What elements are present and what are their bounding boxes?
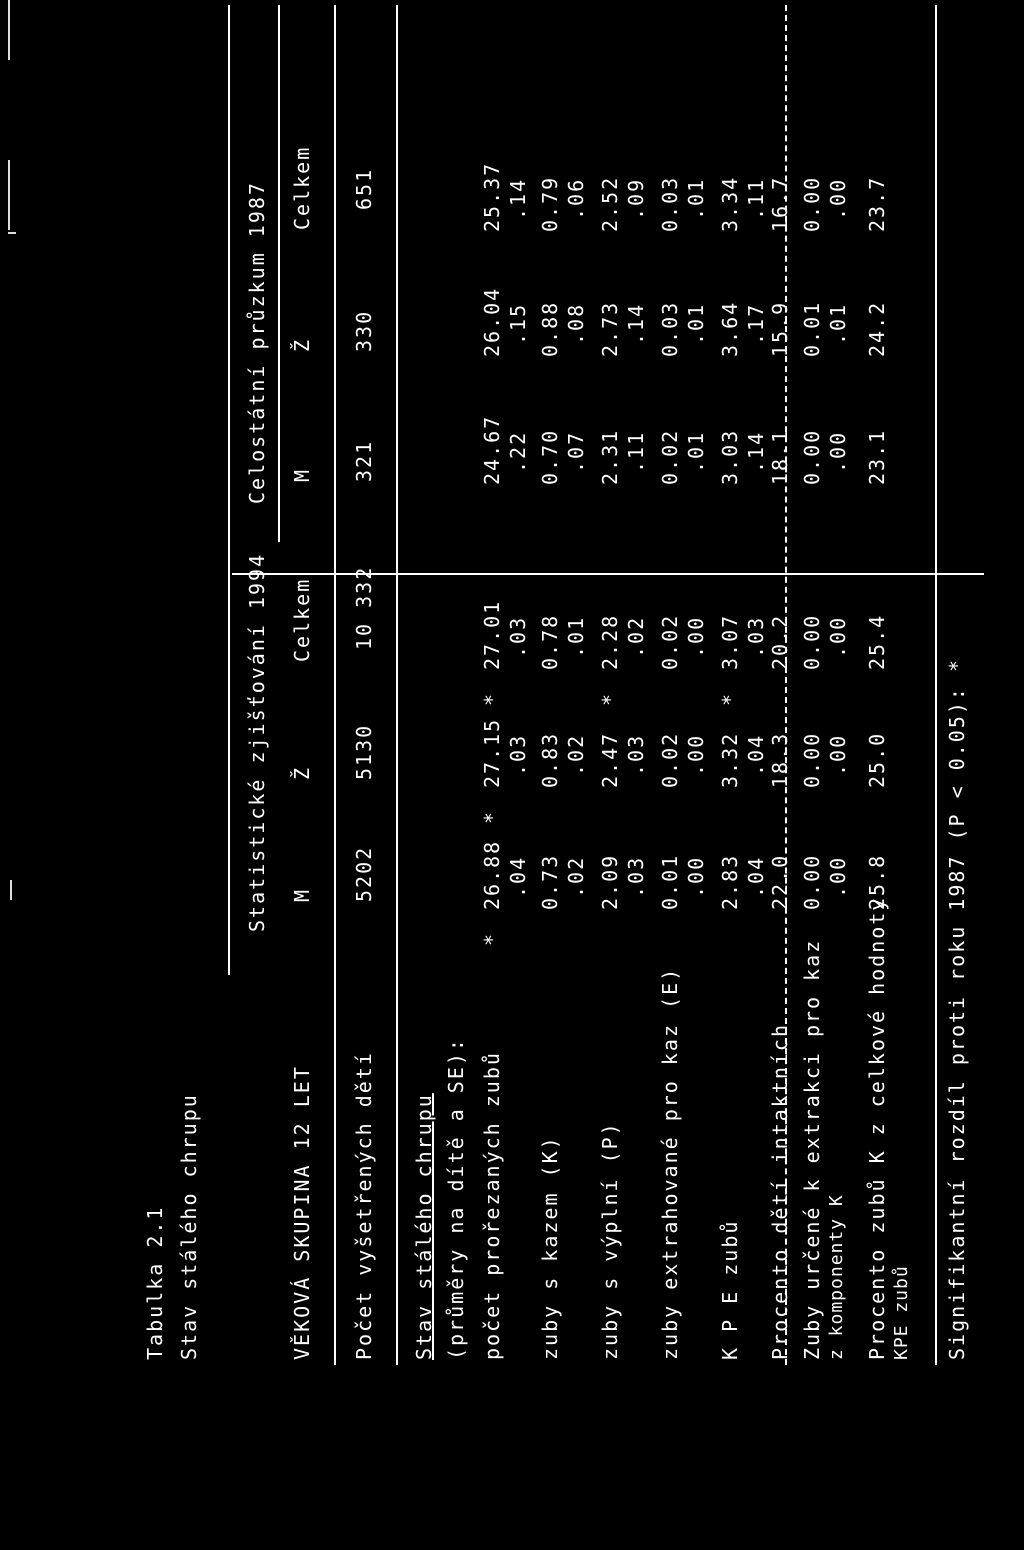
cell-value: 16.7 [768,175,792,232]
row-label: zuby s výplní (P) [598,1121,622,1360]
col-Z-1987: Ž [290,337,314,352]
significance-mark: * [480,691,504,706]
cell-value: 0.03 [658,175,682,232]
cell-value: 0.02 [658,731,682,788]
cell-se: .03 [744,615,768,658]
col-celkem-1994: Celkem [290,577,314,662]
cell-se: .11 [624,430,648,473]
header-rule [278,5,280,542]
cell-value: 2.52 [598,175,622,232]
cell-se: .01 [684,302,708,345]
row-label-line2: z komponenty K [826,1194,847,1360]
group-header-1987: Celostátní průzkum 1987 [245,181,269,504]
row-label: K P E zubů [718,1219,742,1360]
cell-se: .01 [684,177,708,220]
cell-value: 3.34 [718,175,742,232]
cell-se: .11 [744,177,768,220]
cell-se: .00 [826,733,850,776]
cell-value: 15.9 [768,300,792,357]
cell-se: .07 [564,430,588,473]
cell-value: 3.07 [718,613,742,670]
cell-se: .06 [564,177,588,220]
cell-value: 0.02 [658,428,682,485]
cell-value: 0.73 [538,853,562,910]
significance-mark: * [598,691,622,706]
row-label-line2: KPE zubů [891,1265,912,1360]
cell-se: .02 [564,855,588,898]
cell-value: 3.64 [718,300,742,357]
cell-se: .09 [624,177,648,220]
cell-value: 0.70 [538,428,562,485]
col-Z-1994: Ž [290,765,314,780]
row-label: Zuby určené k extrakci pro kaz [800,938,824,1360]
cell-value: 2.28 [598,613,622,670]
cell-value: 0.00 [800,175,824,232]
count-M-1994: 5202 [352,845,376,902]
cell-se: .08 [564,302,588,345]
footnote: Signifikantní rozdíl proti roku 1987 (P < 0.05): * [945,657,969,1360]
cell-value: 2.09 [598,853,622,910]
cell-value: 2.83 [718,853,742,910]
cell-se: .02 [564,733,588,776]
footer-rule [935,5,937,1365]
cell-value: 27.01 [480,599,504,670]
cell-value: 3.03 [718,428,742,485]
cell-value: 25.4 [865,613,889,670]
significance-mark: * [480,809,504,824]
cell-se: .03 [624,855,648,898]
cell-se: .00 [826,615,850,658]
cell-se: .03 [624,733,648,776]
cell-se: .14 [744,430,768,473]
cell-value: 18.1 [768,428,792,485]
cell-value: 25.37 [480,161,504,232]
cell-se: .14 [506,177,530,220]
cell-se: .15 [506,302,530,345]
count-celkem-1987: 651 [352,167,376,210]
cell-se: .01 [564,615,588,658]
cell-se: .00 [826,177,850,220]
count-label: Počet vyšetřených dětí [352,1051,376,1360]
cell-value: 22.0 [768,853,792,910]
cell-value: 25.8 [865,853,889,910]
cell-se: .04 [506,855,530,898]
header-rule [228,5,230,975]
cell-value: 0.79 [538,175,562,232]
cell-se: .00 [684,733,708,776]
cell-value: 0.02 [658,613,682,670]
cell-se: .04 [744,733,768,776]
section-subtitle: (průměry na dítě a SE): [444,1037,468,1360]
cell-value: 23.7 [865,175,889,232]
cell-value: 0.00 [800,613,824,670]
cell-se: .02 [624,615,648,658]
cell-value: 2.47 [598,731,622,788]
col-M-1987: M [290,467,314,482]
cell-value: 3.32 [718,731,742,788]
cell-se: .03 [506,733,530,776]
cell-value: 26.04 [480,286,504,357]
cell-value: 0.83 [538,731,562,788]
count-M-1987: 321 [352,439,376,482]
count-Z-1987: 330 [352,309,376,352]
cell-se: .03 [506,615,530,658]
cell-se: .00 [826,855,850,898]
header-rule [334,5,336,1365]
row-label: Procento dětí intaktních [768,1023,792,1360]
cell-value: 24.2 [865,300,889,357]
cell-se: .04 [744,855,768,898]
cell-se: .14 [624,302,648,345]
section-title: Stav stálého chrupu [412,1093,436,1360]
cell-value: 0.01 [658,853,682,910]
cell-value: 26.88 [480,839,504,910]
group-divider [232,573,984,575]
row-label: zuby extrahované pro kaz (E) [658,966,682,1360]
cell-value: 20.2 [768,613,792,670]
cell-se: .17 [744,302,768,345]
cell-value: 2.73 [598,300,622,357]
cell-se: .00 [826,430,850,473]
count-celkem-1994: 10 332 [352,565,376,650]
cell-value: 25.0 [865,731,889,788]
col-celkem-1987: Celkem [290,145,314,230]
group-header-1994: Statistické zjišťování 1994 [245,552,269,932]
cell-se: .00 [684,615,708,658]
cell-value: 0.88 [538,300,562,357]
dashed-rule [785,5,787,1365]
section-rule [396,5,398,1365]
count-Z-1994: 5130 [352,723,376,780]
significance-mark: * [480,931,504,946]
table-title: Stav stálého chrupu [177,1093,201,1360]
cell-value: 23.1 [865,428,889,485]
cell-value: 0.03 [658,300,682,357]
cell-value: 0.00 [800,853,824,910]
col-M-1994: M [290,887,314,902]
age-group-label: VĚKOVÁ SKUPINA 12 LET [290,1065,314,1360]
cell-se: .01 [826,302,850,345]
cell-se: .01 [684,430,708,473]
cell-se: .22 [506,430,530,473]
cell-value: 2.31 [598,428,622,485]
cell-value: 0.00 [800,428,824,485]
table-number: Tabulka 2.1 [143,1205,167,1360]
row-label: zuby s kazem (K) [538,1135,562,1360]
cell-se: .00 [684,855,708,898]
row-label: Procento zubů K z celkové hodnoty [865,896,889,1360]
cell-value: 0.01 [800,300,824,357]
cell-value: 18.3 [768,731,792,788]
cell-value: 0.78 [538,613,562,670]
row-label: počet prořezaných zubů [480,1051,504,1360]
cell-value: 24.67 [480,414,504,485]
significance-mark: * [718,691,742,706]
cell-value: 0.00 [800,731,824,788]
cell-value: 27.15 [480,717,504,788]
